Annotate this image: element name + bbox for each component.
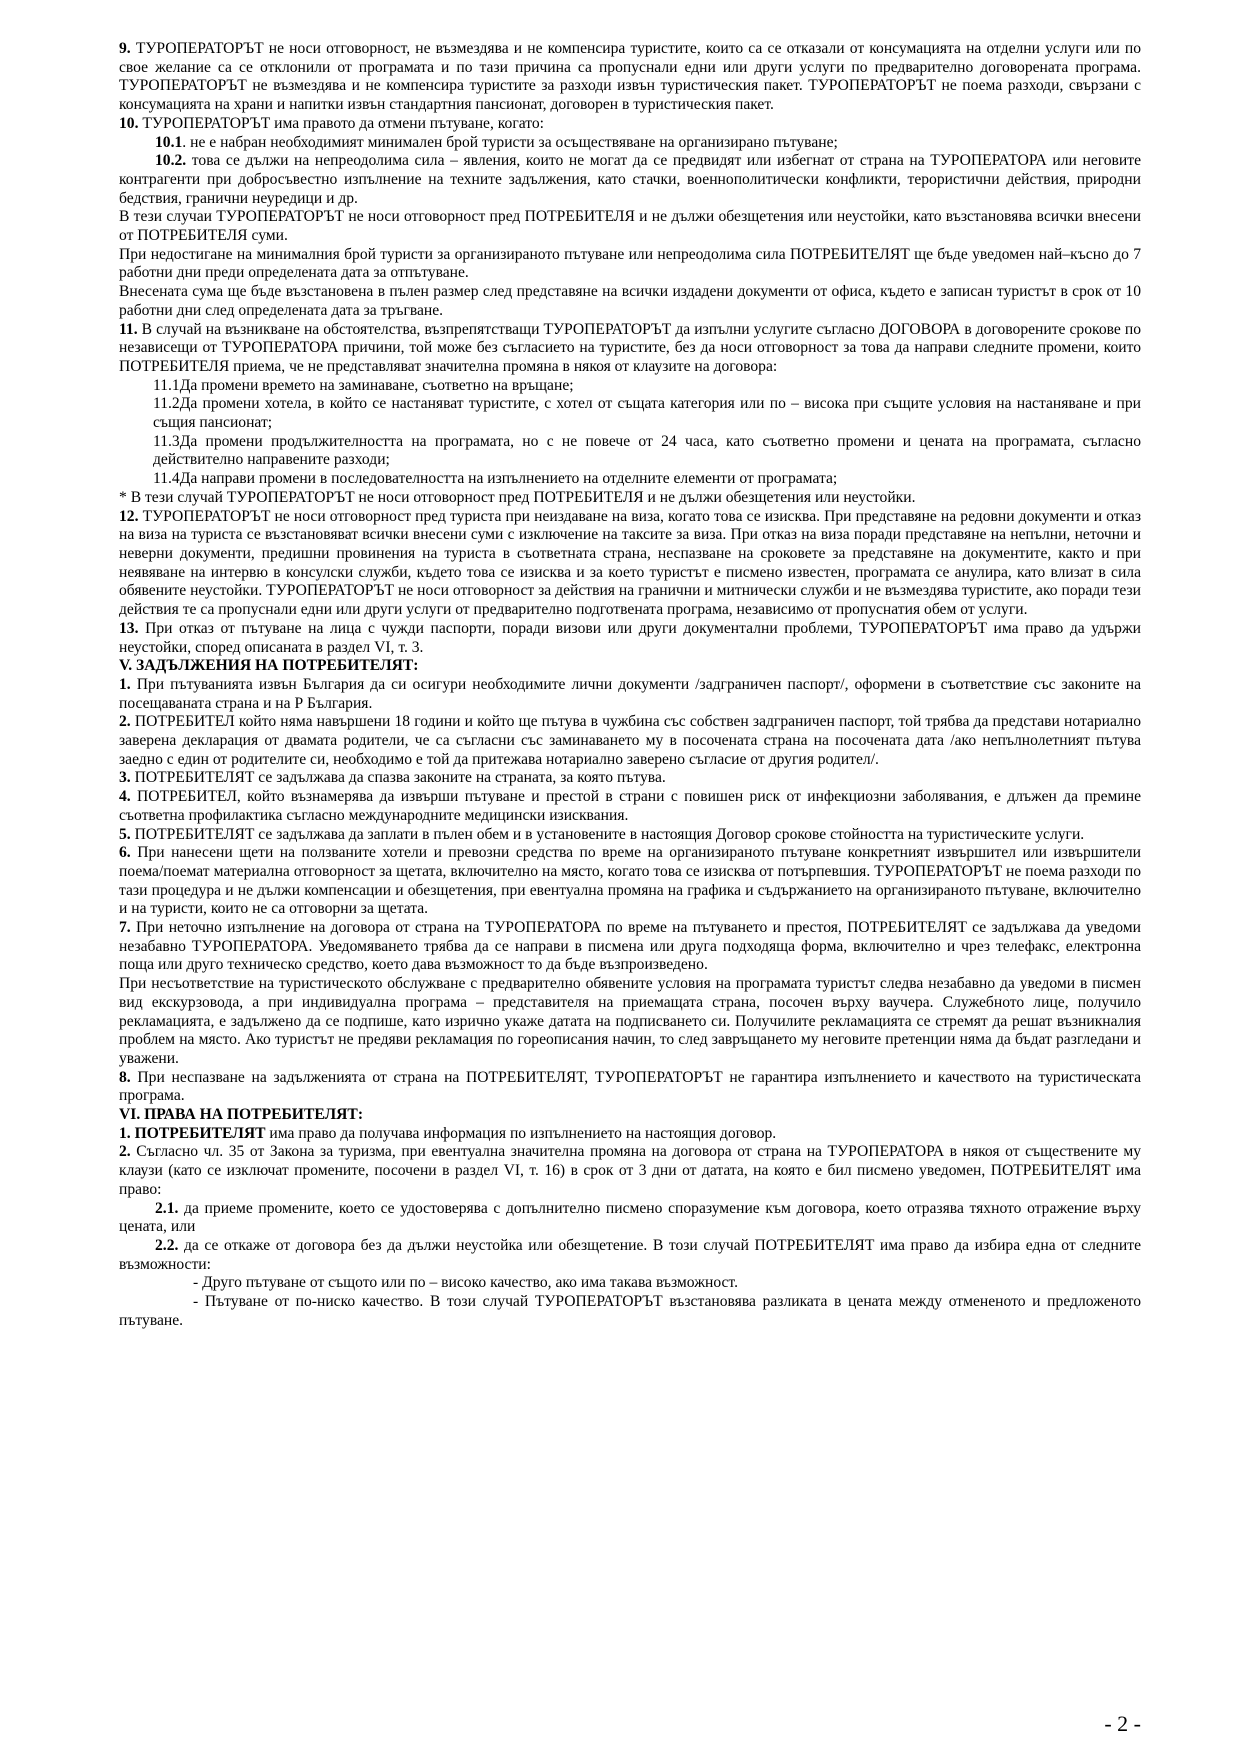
clause-10: 10. ТУРОПЕРАТОРЪТ има правото да отмени пътуване, когато:	[119, 114, 544, 132]
section-heading-vi: VI. ПРАВА НА ПОТРЕБИТЕЛЯТ:	[119, 1106, 364, 1124]
clause-vi-2-1: 2.1. да приеме промените, което се удостоверява с допълнително писмено споразумение към договора, което отразява тяхното отражение върху цената, или	[119, 1199, 1141, 1236]
clause-v-3: 3. ПОТРЕБИТЕЛЯТ се задължава да спазва законите на страната, за която пътува.	[119, 769, 666, 787]
clause-v-1: 1. При пътуванията извън България да си осигури необходимите лични документи /задграничен паспорт/, оформени в съответствие със законите на посещаваната страна и на Р България.	[119, 675, 1141, 712]
clause-9: 9. ТУРОПЕРАТОРЪТ не носи отговорност, не възмездява и не компенсира туристите, които са се отказали от консумацията на отделни услуги или по свое желание са се отклонили от програмата и по тази причина са пропуснали едни или други услуги по предварително договорената програма. ТУРОПЕРАТОРЪТ не възмездява и не компенсира туристите за разходи извън туристическия пакет. ТУРОПЕРАТОРЪТ не поема разходи, свързани с консумацията на храни и напитки извън стандартния пансионат, договорен в туристическия пакет.	[119, 40, 1141, 114]
clause-v-7: 7. При неточно изпълнение на договора от страна на ТУРОПЕРАТОРА по време на пътуването и престоя, ПОТРЕБИТЕЛЯТ се задължава да уведоми незабавно ТУРОПЕРАТОРА. Уведомяването трябва да се направи в писмена или друга подходяща форма, включително и чрез телефакс, електронна поща или друго техническо средство, което дава възможност то да бъде възпроизведено.	[119, 919, 1141, 974]
paragraph: При несъответствие на туристическото обслужване с предварително обявените условия на програмата туристът следва незабавно да уведоми в писмен вид екскурзовода, а при индивидуална програма – представителя на приемащата страна, посочен върху ваучера. Служебното лице, получило рекламацията, е задължено да се подпише, като изрично укаже датата на подписването си. Получилите рекламацията се стремят да решат възникналия проблем на място. Ако туристът не предяви рекламация по гореописания начин, то след завръщането му неговите претенции няма да бъдат разгледани и уважени.	[119, 975, 1141, 1067]
paragraph: В тези случаи ТУРОПЕРАТОРЪТ не носи отговорност пред ПОТРЕБИТЕЛЯ и не дължи обезщетения или неустойки, като възстановява всички внесени от ПОТРЕБИТЕЛЯ суми.	[119, 208, 1141, 245]
sub-clause-11-3: 11.3Да промени продължителността на програмата, но с не повече от 24 часа, като съответно промени и цената на програмата, съгласно действително направените разходи;	[153, 432, 1141, 469]
clause-13: 13. При отказ от пътуване на лица с чужди паспорти, поради визови или други документални проблеми, ТУРОПЕРАТОРЪТ има право да удържи неустойки, според описаната в раздел VI, т. 3.	[119, 619, 1141, 656]
sub-clause-11-1: 11.1Да промени времето на заминаване, съответно на връщане;	[153, 376, 574, 394]
clause-10-1: 10.1. не е набран необходимият минимален брой туристи за осъществяване на организирано пътуване;	[155, 133, 838, 151]
clause-vi-2: 2. Съгласно чл. 35 от Закона за туризма, при евентуална значителна промяна на договора от страна на ТУРОПЕРАТОРА в някоя от съществените му клаузи (като се изключат промените, посочени в раздел VI, т. 16) в срок от 3 дни от датата, на която е бил писмено уведомен, ПОТРЕБИТЕЛЯТ има право:	[119, 1143, 1141, 1198]
option-item: - Пътуване от по-ниско качество. В този случай ТУРОПЕРАТОРЪТ възстановява разликата в цената между отмененото и предложеното пътуване.	[119, 1293, 1141, 1329]
page-number: - 2 -	[1104, 1711, 1141, 1736]
section-heading-v: V. ЗАДЪЛЖЕНИЯ НА ПОТРЕБИТЕЛЯТ:	[119, 657, 419, 675]
clause-vi-1: 1. ПОТРЕБИТЕЛЯТ има право да получава информация по изпълнението на настоящия договор.	[119, 1124, 777, 1142]
clause-12: 12. ТУРОПЕРАТОРЪТ не носи отговорност пред туриста при неиздаване на виза, когато това се изисква. При представяне на редовни документи и отказ на виза на туриста се възстановяват всички внесени суми с изключение на таксите за виза. При отказ на виза поради представяне на непълни, неточни и неверни документи, предишни провинения на туриста в съответната страна, неспазване на сроковете за представяне на документите, както и при неявяване на интервю в консулски служби, където това се изисква и за което туристът е писмено известен, програмата се анулира, като влизат в сила обявените неустойки. ТУРОПЕРАТОРЪТ не носи отговорност за действия на гранични и митнически служби и не възмездява туристите, ако поради тези действия те са пропуснали едни или други услуги от предварително подготвената програма, независимо от пропуснатия обем от услуги.	[119, 507, 1141, 619]
sub-clause-11-4: 11.4Да направи промени в последователността на изпълнението на отделните елементи от програмата;	[153, 470, 838, 488]
document-page	[119, 40, 1141, 1331]
note-paragraph: * В тези случай ТУРОПЕРАТОРЪТ не носи отговорност пред ПОТРЕБИТЕЛЯ и не дължи обезщетения или неустойки.	[119, 488, 916, 506]
sub-clause-11-2: 11.2Да промени хотела, в който се настаняват туристите, с хотел от същата категория или по – висока при същите условия на настаняване и при същия пансионат;	[153, 395, 1141, 432]
clause-v-2: 2. ПОТРЕБИТЕЛ който няма навършени 18 години и който ще пътува в чужбина със собствен задграничен паспорт, той трябва да представи нотариално заверена декларация от двамата родители, че са съгласни със заминаването му в посочената страна на посочената дата /ако непълнолетният пътува заедно с един от родителите си, необходимо е той да притежава нотариално заверено съгласие от другия родител/.	[119, 713, 1141, 768]
paragraph: Внесената сума ще бъде възстановена в пълен размер след представяне на всички издадени документи от офиса, където е записан туристът в срок от 10 работни дни след определената дата за тръгване.	[119, 283, 1141, 319]
clause-v-4: 4. ПОТРЕБИТЕЛ, който възнамерява да извърши пътуване и престой в страни с повишен риск от инфекциозни заболявания, е длъжен да премине съответна профилактика съгласно международните медицински изисквания.	[119, 788, 1141, 824]
clause-11: 11. В случай на възникване на обстоятелства, възпрепятстващи ТУРОПЕРАТОРЪТ да изпълни услугите съгласно ДОГОВОРА в договорените срокове по независещи от ТУРОПЕРАТОРА причини, той може без съгласието на туристите, без да носи отговорност за това да направи следните промени, които ПОТРЕБИТЕЛЯ приема, че не представляват значителна промяна в някоя от клаузите на договора:	[119, 320, 1141, 375]
clause-10-2: 10.2. това се дължи на непреодолима сила – явления, които не могат да се предвидят или избегнат от страна на ТУРОПЕРАТОРА или неговите контрагенти при добросъвестно изпълнение на техните задължения, като стачки, военнополитически конфликти, терористични действия, природни бедствия, гранични неуредици и др.	[119, 152, 1141, 207]
clause-v-8: 8. При неспазване на задълженията от страна на ПОТРЕБИТЕЛЯТ, ТУРОПЕРАТОРЪТ не гарантира изпълнението и качеството на туристическата програма.	[119, 1068, 1141, 1105]
paragraph: При недостигане на минималния брой туристи за организираното пътуване или непреодолима сила ПОТРЕБИТЕЛЯТ ще бъде уведомен най–късно до 7 работни дни преди определената дата за отпътуване.	[119, 245, 1141, 282]
clause-vi-2-2: 2.2. да се откаже от договора без да дължи неустойка или обезщетение. В този случай ПОТРЕБИТЕЛЯТ има право да избира една от следните възможности:	[119, 1237, 1141, 1273]
clause-v-5: 5. ПОТРЕБИТЕЛЯТ се задължава да заплати в пълен обем и в установените в настоящия Договор срокове стойността на туристическите услуги.	[119, 825, 1085, 843]
option-item: - Друго пътуване от същото или по – високо качество, ако има такава възможност.	[193, 1274, 738, 1292]
clause-v-6: 6. При нанесени щети на ползваните хотели и превозни средства по време на организираното пътуване конкретният извършител или извършители поема/поемат материална отговорност за щетата, включително на място, когато това се изисква от потърпевшия. ТУРОПЕРАТОРЪТ не поема разходи по тази процедура и не дължи компенсации и обезщетения, при евентуална промяна на графика и съдържанието на организираното пътуване, включително и на туристи, които не са отговорни за щетата.	[119, 844, 1141, 918]
